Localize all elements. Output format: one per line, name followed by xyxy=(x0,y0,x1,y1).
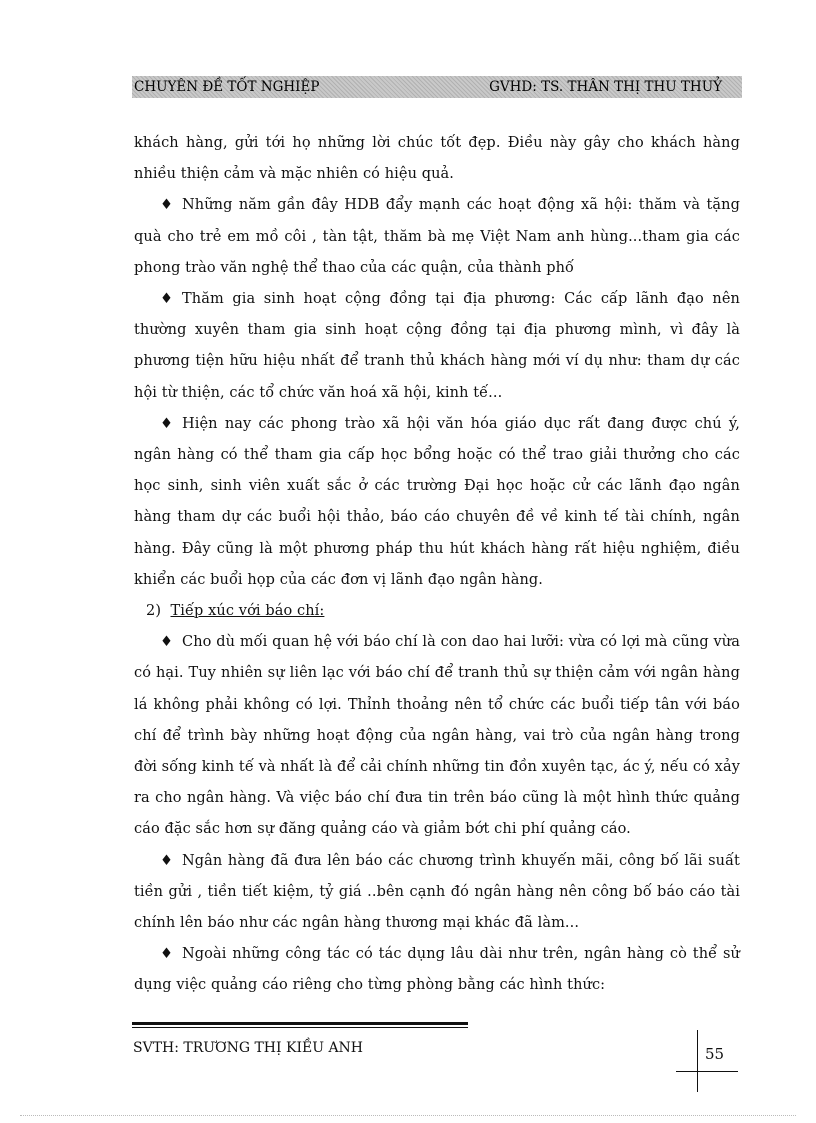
heading-number: 2) xyxy=(146,603,162,620)
page-header xyxy=(132,76,742,98)
footer-rule-thick xyxy=(132,1022,468,1025)
section-heading xyxy=(134,596,740,627)
bullet-paragraph-promotions xyxy=(134,846,740,940)
diamond-bullet-icon: ♦ xyxy=(160,852,174,869)
bullet-paragraph-press xyxy=(134,627,740,845)
diamond-bullet-icon: ♦ xyxy=(160,415,174,432)
bullet-paragraph-education xyxy=(134,409,740,596)
body-text xyxy=(134,128,740,1002)
paragraph-text: Cho dù mối quan hệ với báo chí là con dao hai lưỡi: vừa có lợi mà cũng vừa có hại. Tuy nhiên sự liên lạc với báo chí để tranh thủ sự thiện cảm với ngân hàng lá không phải không có lợi. Thỉnh thoảng nên tổ chức các buổi tiếp tân với báo chí để trình bày những hoạt động của ngân hàng, vai trò của ngân hàng trong đời sống kinh tế và nhất là để cải chính những tin đồn xuyên tạc, ác ý, nếu có xảy ra cho ngân hàng. Và việc báo chí đưa tin trên báo cũng là một hình thức quảng cáo đặc sắc hơn sự đăng quảng cáo và giảm bớt chi phí quảng cáo. xyxy=(134,634,740,838)
heading-text: Tiếp xúc với báo chí: xyxy=(170,603,325,620)
paragraph-continuation: khách hàng, gửi tới họ những lời chúc tốt đẹp. Điều này gây cho khách hàng nhiều thiện cảm và mặc nhiên có hiệu quả. xyxy=(134,135,740,183)
footer-author: SVTH: TRƯƠNG THỊ KIỀU ANH xyxy=(133,1040,364,1056)
paragraph-text: Những năm gần đây HDB đẩy mạnh các hoạt động xã hội: thăm và tặng quà cho trẻ em mồ côi , tàn tật, thăm bà mẹ Việt Nam anh hùng...tham gia các phong trào văn nghệ thể thao của các quận, của thành phố xyxy=(134,197,740,276)
page-bottom-border xyxy=(20,1115,796,1116)
footer-rule xyxy=(132,1022,468,1028)
header-advisor: GVHD: TS. THÂN THỊ THU THUỶ xyxy=(489,79,722,95)
paragraph-text: Ngoài những công tác có tác dụng lâu dài như trên, ngân hàng cò thể sử dụng việc quảng cáo riêng cho từng phòng bằng các hình thức: xyxy=(134,946,740,994)
page-number-vertical-rule xyxy=(697,1030,698,1092)
bullet-paragraph-social-activities xyxy=(134,190,740,284)
page-number-horizontal-rule xyxy=(676,1071,738,1072)
page-number: 55 xyxy=(705,1045,725,1063)
diamond-bullet-icon: ♦ xyxy=(160,291,174,308)
header-title: CHUYÊN ĐỀ TỐT NGHIỆP xyxy=(134,79,320,95)
bullet-paragraph-advertising xyxy=(134,939,740,1001)
bullet-paragraph-community xyxy=(134,284,740,409)
paragraph-text: Hiện nay các phong trào xã hội văn hóa giáo dục rất đang được chú ý, ngân hàng có thể tham gia cấp học bổng hoặc có thể trao giải thưởng cho các học sinh, sinh viên xuất sắc ở các trường Đại học hoặc cử các lãnh đạo ngân hàng tham dự các buổi hội thảo, báo cáo chuyên đề về kinh tế tài chính, ngân hàng. Đây cũng là một phương pháp thu hút khách hàng rất hiệu nghiệm, điều khiển các buổi họp của các đơn vị lãnh đạo ngân hàng. xyxy=(134,415,740,588)
diamond-bullet-icon: ♦ xyxy=(160,197,174,214)
footer-rule-thin xyxy=(132,1027,468,1028)
diamond-bullet-icon: ♦ xyxy=(160,634,174,651)
paragraph-text: Ngân hàng đã đưa lên báo các chương trình khuyến mãi, công bố lãi suất tiền gửi , tiền tiết kiệm, tỷ giá ..bên cạnh đó ngân hàng nên công bố báo cáo tài chính lên báo như các ngân hàng thương mại khác đã làm... xyxy=(134,852,740,932)
diamond-bullet-icon: ♦ xyxy=(160,946,174,963)
paragraph-text: Thăm gia sinh hoạt cộng đồng tại địa phương: Các cấp lãnh đạo nên thường xuyên tham gia sinh hoạt cộng đồng tại địa phương mình, vì đây là phương tiện hữu hiệu nhất để tranh thủ khách hàng mới ví dụ như: tham dự các hội từ thiện, các tổ chức văn hoá xã hội, kinh tế... xyxy=(134,291,740,401)
